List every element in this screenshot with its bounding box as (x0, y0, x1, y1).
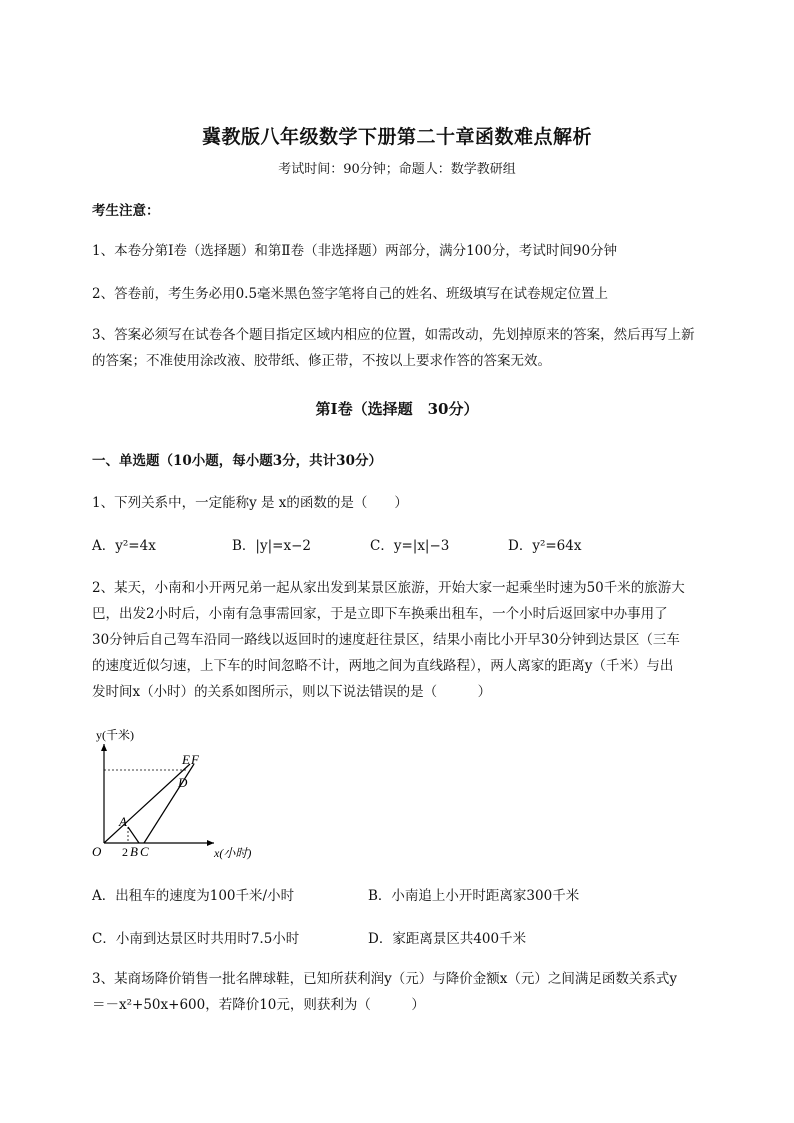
q2-line-4: 的速度近似匀速，上下车的时间忽略不计，两地之间为直线路程），两人离家的距离y（千米）与出 (92, 658, 674, 674)
notice-item-3-cont: 的答案；不准使用涂改液、胶带纸、修正带，不按以上要求作答的答案无效。 (92, 353, 551, 369)
q2-option-a: A．出租车的速度为100千米/小时 (92, 888, 295, 904)
section-title: 第I卷（选择题 30分） (315, 400, 479, 418)
point-e-label: E (182, 752, 190, 767)
notice-item-2: 2、答卷前，考生务必用0.5毫米黑色签字笔将自己的姓名、班级填写在试卷规定位置上 (92, 286, 609, 302)
point-a-label: A (119, 814, 127, 829)
notice-item-3: 3、答案必须写在试卷各个题目指定区域内相应的位置，如需改动，先划掉原来的答案，然后再写上新 (92, 327, 695, 343)
q1-option-d: D．y²=64x (508, 538, 582, 554)
y-axis-arrow (101, 744, 107, 751)
notice-item-1: 1、本卷分第I卷（选择题）和第Ⅱ卷（非选择题）两部分，满分100分，考试时间90分钟 (92, 243, 618, 259)
q1-option-c: C．y=|x|−3 (370, 538, 450, 554)
point-b-label: B (130, 844, 138, 859)
q2-line-3: 30分钟后自己驾车沿同一路线以返回时的速度赶往景区，结果小南比小开早30分钟到达景区（三车 (92, 632, 680, 648)
part-heading: 一、单选题（10小题，每小题3分，共计30分） (92, 453, 382, 469)
x-axis-arrow (207, 840, 214, 846)
x-axis-label: x(小时) (214, 846, 252, 860)
point-d-label: D (178, 775, 188, 790)
q2-line-1: 2、某天，小南和小开两兄弟一起从家出发到某景区旅游，开始大家一起乘坐时速为50千米的旅游大 (92, 580, 685, 596)
q2-option-d: D．家距离景区共400千米 (368, 931, 527, 947)
q2-line-2: 巴，出发2小时后，小南有急事需回家，于是立即下车换乘出租车，一个小时后返回家中办事用了 (92, 606, 668, 622)
notice-heading: 考生注意： (92, 203, 160, 219)
q1-option-a: A．y²=4x (92, 538, 156, 554)
exam-subtitle: 考试时间：90分钟；命题人：数学教研组 (278, 162, 516, 177)
origin-label: O (92, 844, 102, 859)
q2-line-5: 发时间x（小时）的关系如图所示，则以下说法错误的是（ ） (92, 684, 492, 700)
q1-option-b: B．|y|=x−2 (232, 538, 311, 554)
point-c-label: C (140, 844, 149, 859)
line-a-to-b (128, 827, 139, 843)
y-axis-label: y(千米) (96, 728, 134, 742)
tick-2-label: 2 (122, 845, 128, 859)
q2-option-b: B．小南追上小开时距离家300千米 (368, 888, 580, 904)
page-title: 冀教版八年级数学下册第二十章函数难点解析 (201, 126, 592, 148)
q2-option-c: C．小南到达景区时共用时7.5小时 (92, 931, 300, 947)
q1-stem: 1、下列关系中，一定能称y 是 x的函数的是（ ） (92, 495, 408, 511)
distance-time-graph (88, 724, 278, 864)
q3-line-1: 3、某商场降价销售一批名牌球鞋，已知所获利润y（元）与降价金额x（元）之间满足函数关系式y (92, 971, 677, 987)
q3-line-2: ＝－x²+50x+600，若降价10元，则获利为（ ） (92, 997, 425, 1013)
point-f-label: F (191, 752, 199, 767)
